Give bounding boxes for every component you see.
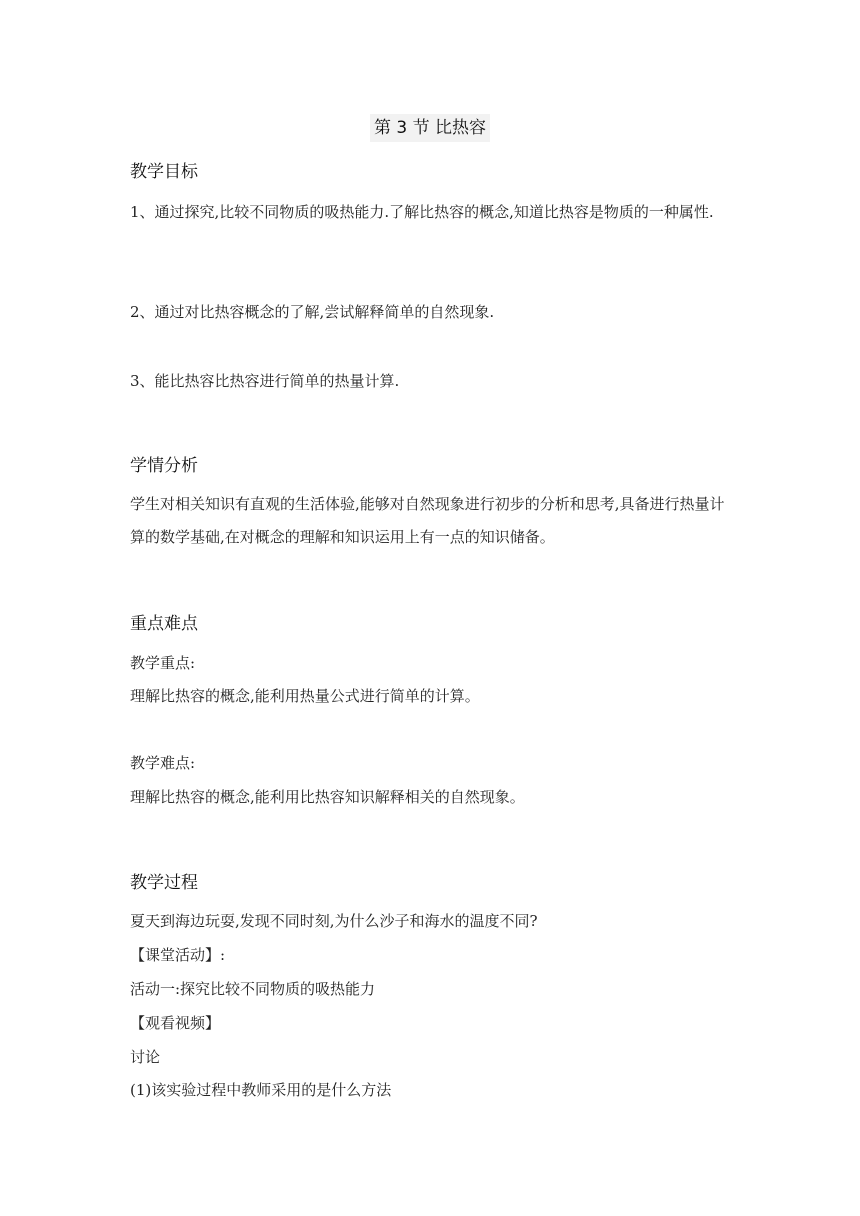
process-line-2: 【课堂活动】: (130, 946, 226, 964)
focus-label: 教学重点: (130, 654, 196, 672)
analysis-heading: 学情分析 (130, 456, 198, 476)
process-line-1: 夏天到海边玩耍,发现不同时刻,为什么沙子和海水的温度不同? (130, 912, 538, 930)
objectives-heading: 教学目标 (130, 162, 198, 182)
objective-item-2: 2、通过对比热容概念的了解,尝试解释简单的自然现象. (130, 303, 495, 321)
difficulty-label: 教学难点: (130, 754, 196, 772)
objective-item-1: 1、通过探究,比较不同物质的吸热能力.了解比热容的概念,知道比热容是物质的一种属性. (130, 203, 714, 221)
page-title: 第 3 节 比热容 (370, 114, 490, 142)
process-line-5: 讨论 (130, 1048, 161, 1066)
difficulty-text: 理解比热容的概念,能利用比热容知识解释相关的自然现象。 (130, 788, 525, 806)
key-points-heading: 重点难点 (130, 614, 198, 634)
process-heading: 教学过程 (130, 873, 198, 893)
focus-text: 理解比热容的概念,能利用热量公式进行简单的计算。 (130, 687, 480, 705)
title-container (0, 114, 860, 142)
process-line-4: 【观看视频】 (130, 1014, 221, 1032)
process-line-3: 活动一:探究比较不同物质的吸热能力 (130, 980, 376, 998)
process-line-6: (1)该实验过程中教师采用的是什么方法 (130, 1081, 392, 1099)
analysis-text: 学生对相关知识有直观的生活体验,能够对自然现象进行初步的分析和思考,具备进行热量计算的数学基础,在对概念的理解和知识运用上有一点的知识储备。 (130, 495, 725, 546)
objective-item-3: 3、能比热容比热容进行简单的热量计算. (130, 372, 400, 390)
